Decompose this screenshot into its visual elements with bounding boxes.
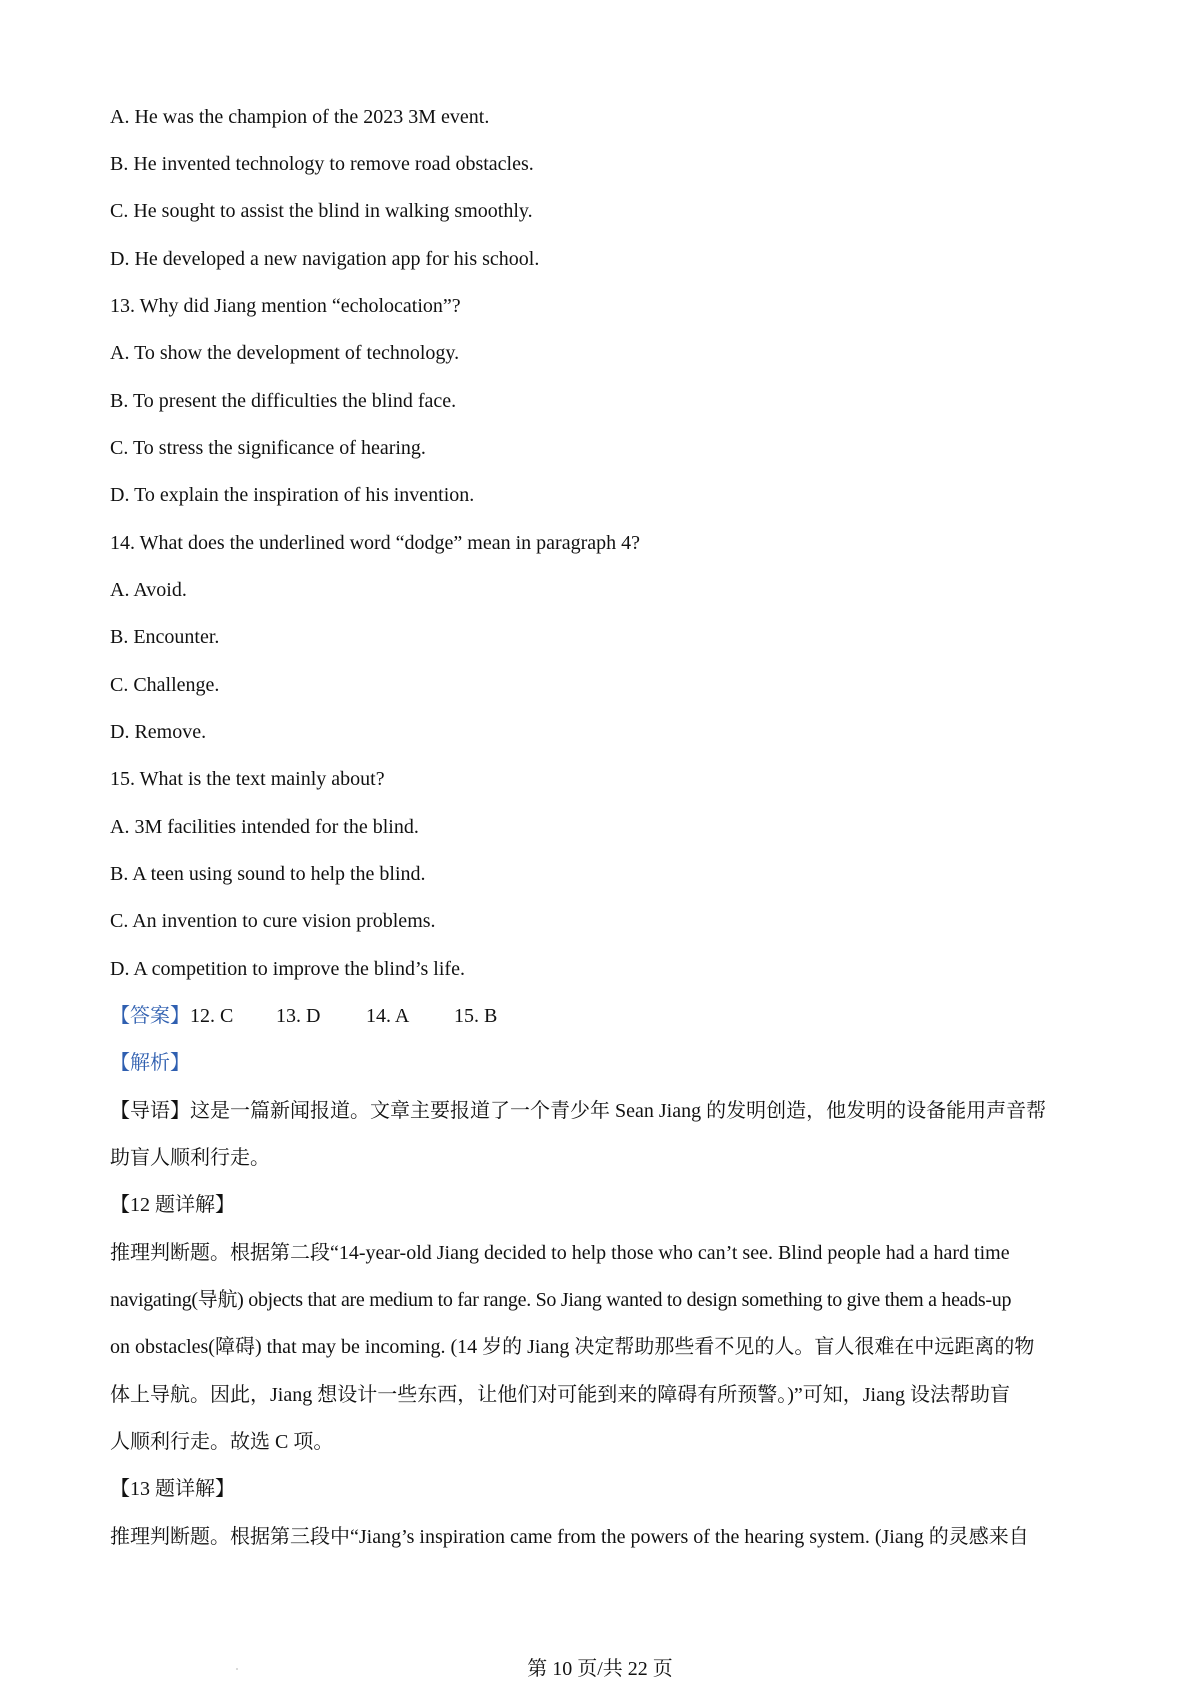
answer-item: 12. C — [190, 1005, 234, 1027]
q12-option-a: A. He was the champion of the 2023 3M event. — [110, 106, 490, 128]
guide-text-line-1: 【导语】这是一篇新闻报道。文章主要报道了一个青少年 Sean Jiang 的发明创造，他发明的设备能用声音帮 — [110, 1100, 1047, 1122]
answer-item: 13. D — [276, 1005, 321, 1027]
q12-detail-line-2: navigating(导航) objects that are medium to far range. So Jiang wanted to design something to give them a heads-up — [110, 1289, 1012, 1311]
q13-question: 13. Why did Jiang mention “echolocation”? — [110, 295, 461, 317]
q15-option-d: D. A competition to improve the blind’s life. — [110, 958, 465, 980]
q12-option-c: C. He sought to assist the blind in walking smoothly. — [110, 200, 533, 222]
q14-option-a: A. Avoid. — [110, 579, 187, 601]
q13-option-c: C. To stress the significance of hearing. — [110, 437, 426, 459]
q14-option-d: D. Remove. — [110, 721, 207, 743]
q12-detail-line-4: 体上导航。因此，Jiang 想设计一些东西，让他们对可能到来的障碍有所预警。)”可知，Jiang 设法帮助盲 — [110, 1384, 1010, 1406]
analysis-label: 【解析】 — [110, 1052, 190, 1074]
answer-item: 15. B — [454, 1005, 498, 1027]
q15-option-c: C. An invention to cure vision problems. — [110, 910, 436, 932]
q13-option-b: B. To present the difficulties the blind face. — [110, 390, 457, 412]
page-number-footer: 第 10 页/共 22 页 — [527, 1658, 673, 1680]
q13-option-d: D. To explain the inspiration of his invention. — [110, 484, 475, 506]
q15-option-a: A. 3M facilities intended for the blind. — [110, 816, 419, 838]
answer-label: 【答案】 — [110, 1005, 190, 1027]
guide-text-line-2: 助盲人顺利行走。 — [110, 1147, 270, 1169]
q12-detail-heading: 【12 题详解】 — [110, 1194, 235, 1216]
q12-detail-line-3: on obstacles(障碍) that may be incoming. (14 岁的 Jiang 决定帮助那些看不见的人。盲人很难在中远距离的物 — [110, 1336, 1035, 1358]
answer-line — [110, 1003, 1110, 1029]
q15-question: 15. What is the text mainly about? — [110, 768, 385, 790]
q14-question: 14. What does the underlined word “dodge” mean in paragraph 4? — [110, 532, 640, 554]
q14-option-c: C. Challenge. — [110, 674, 220, 696]
q15-option-b: B. A teen using sound to help the blind. — [110, 863, 426, 885]
q14-option-b: B. Encounter. — [110, 626, 220, 648]
q12-detail-line-1: 推理判断题。根据第二段“14-year-old Jiang decided to help those who can’t see. Blind people had a hard time — [110, 1242, 1010, 1264]
q12-option-b: B. He invented technology to remove road obstacles. — [110, 153, 534, 175]
answer-item: 14. A — [366, 1005, 410, 1027]
q13-detail-line-1: 推理判断题。根据第三段中“Jiang’s inspiration came from the powers of the hearing system. (Jiang 的灵感来自 — [110, 1526, 1029, 1548]
q13-detail-heading: 【13 题详解】 — [110, 1478, 235, 1500]
q12-detail-line-5: 人顺利行走。故选 C 项。 — [110, 1431, 334, 1453]
q13-option-a: A. To show the development of technology. — [110, 342, 460, 364]
q12-option-d: D. He developed a new navigation app for his school. — [110, 248, 540, 270]
